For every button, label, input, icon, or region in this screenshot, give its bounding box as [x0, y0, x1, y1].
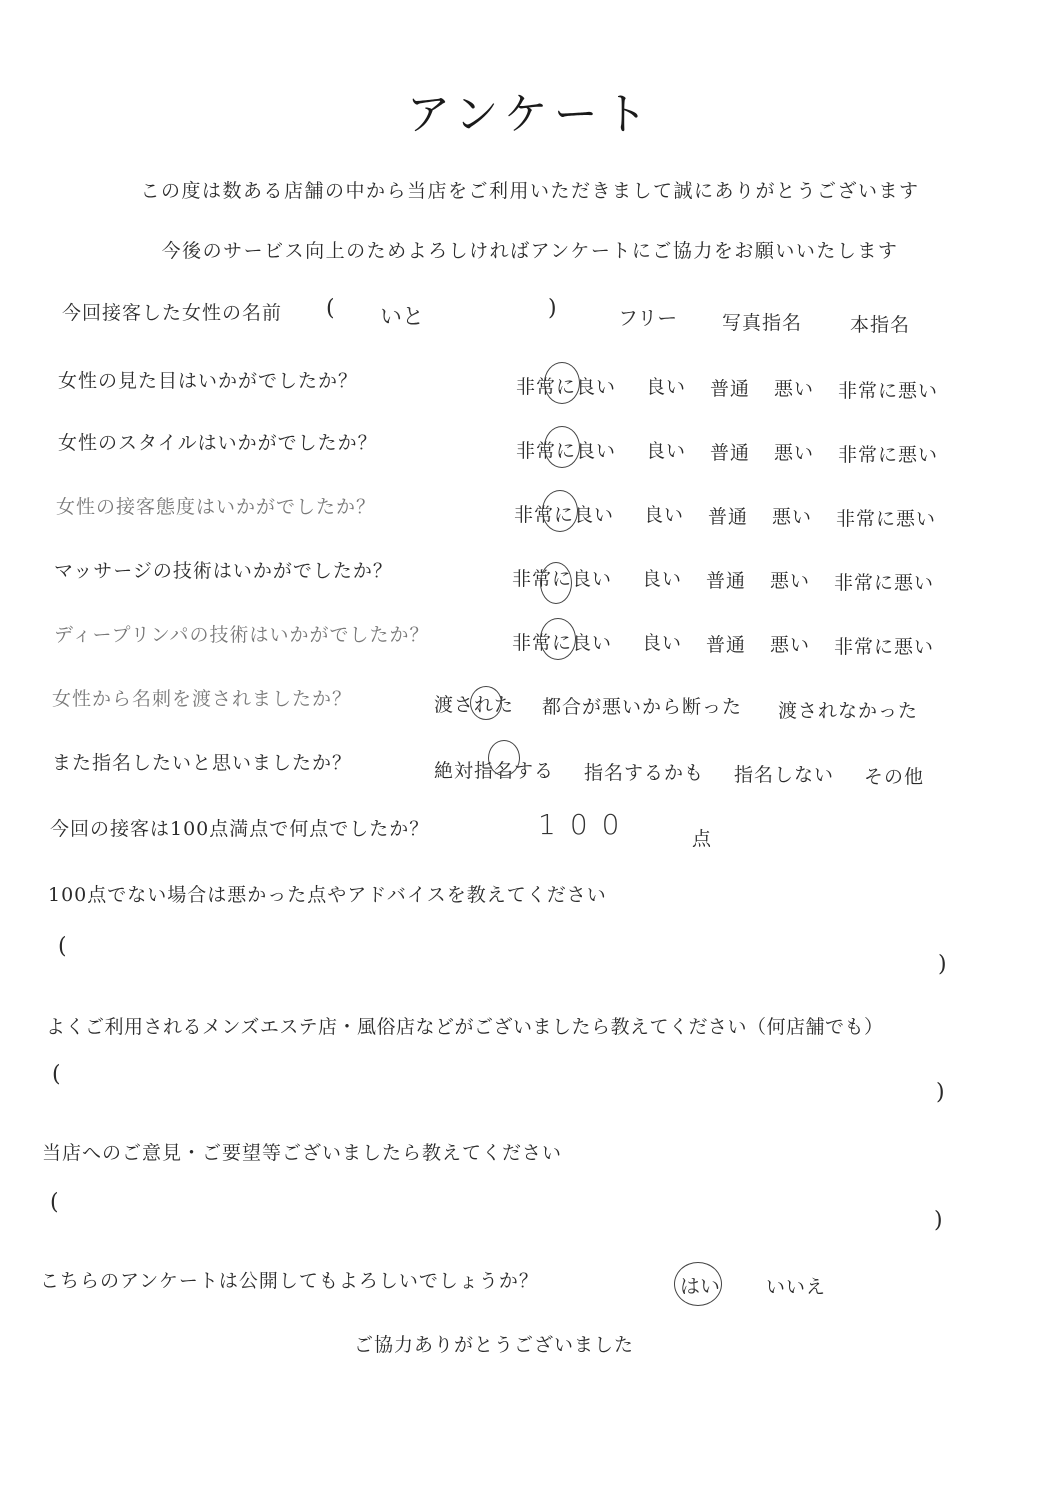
- other-shops-open-paren: (: [52, 1062, 61, 1087]
- name-open-paren: (: [326, 296, 335, 321]
- selection-circle: [544, 362, 580, 404]
- selection-circle: [674, 1262, 722, 1306]
- advice-question-label: 100点でない場合は悪かった点やアドバイスを教えてください: [48, 884, 607, 906]
- selection-circle: [544, 426, 580, 468]
- card-option-received[interactable]: 渡された: [434, 694, 515, 716]
- rating-option-good[interactable]: 良い: [646, 440, 687, 462]
- rating-option-good[interactable]: 良い: [642, 568, 683, 590]
- selection-circle: [540, 618, 576, 660]
- rating-option-average[interactable]: 普通: [708, 506, 749, 528]
- survey-title: アンケート: [406, 89, 654, 140]
- rating-question-label: マッサージの技術はいかがでしたか？: [54, 560, 393, 582]
- advice-close-paren: ): [938, 952, 947, 977]
- name-close-paren: ): [548, 296, 557, 321]
- rating-option-good[interactable]: 良い: [642, 632, 683, 654]
- renominate-option-maybe[interactable]: 指名するかも: [584, 762, 705, 784]
- advice-open-paren: (: [58, 934, 67, 959]
- rating-option-very-good[interactable]: 非常に良い: [514, 504, 615, 526]
- other-shops-question-label: よくご利用されるメンズエステ店・風俗店などがございましたら教えてください（何店舗でも）: [46, 1016, 884, 1038]
- intro-line-1: この度は数ある店舗の中から当店をご利用いただきまして誠にありがとうございます: [140, 180, 920, 202]
- selection-circle: [542, 490, 578, 532]
- rating-option-bad[interactable]: 悪い: [772, 506, 813, 528]
- rating-option-very-good[interactable]: 非常に良い: [512, 568, 613, 590]
- rating-option-average[interactable]: 普通: [710, 378, 751, 400]
- renominate-option-definitely[interactable]: 絶対指名する: [434, 760, 555, 782]
- score-value[interactable]: 100: [538, 808, 634, 841]
- rating-question-label: 女性の見た目はいかがでしたか？: [58, 370, 359, 392]
- rating-option-bad[interactable]: 悪い: [770, 570, 811, 592]
- card-option-not-received[interactable]: 渡されなかった: [778, 700, 919, 722]
- selection-circle: [540, 562, 572, 604]
- publish-option-no[interactable]: いいえ: [766, 1276, 827, 1298]
- rating-option-good[interactable]: 良い: [644, 504, 685, 526]
- rating-option-very-good[interactable]: 非常に良い: [516, 376, 617, 398]
- card-option-declined[interactable]: 都合が悪いから断った: [542, 696, 743, 718]
- selection-circle: [488, 740, 520, 776]
- name-value[interactable]: いと: [380, 305, 425, 330]
- rating-option-average[interactable]: 普通: [706, 570, 747, 592]
- rating-option-very-good[interactable]: 非常に良い: [516, 440, 617, 462]
- publish-option-yes[interactable]: はい: [680, 1274, 720, 1298]
- renominate-option-other[interactable]: その他: [864, 766, 925, 788]
- rating-option-average[interactable]: 普通: [710, 442, 751, 464]
- option-main-nomination[interactable]: 本指名: [850, 314, 911, 336]
- rating-question-label: 女性の接客態度はいかがでしたか？: [56, 496, 377, 518]
- option-photo-nomination[interactable]: 写真指名: [722, 312, 803, 334]
- rating-question-label: ディープリンパの技術はいかがでしたか？: [54, 624, 430, 646]
- rating-option-very-good[interactable]: 非常に良い: [512, 632, 613, 654]
- publish-question-label: こちらのアンケートは公開してもよろしいでしょうか？: [40, 1270, 539, 1292]
- renominate-option-no[interactable]: 指名しない: [734, 764, 835, 786]
- rating-option-very-bad[interactable]: 非常に悪い: [836, 508, 937, 530]
- rating-option-very-bad[interactable]: 非常に悪い: [838, 380, 939, 402]
- rating-option-very-bad[interactable]: 非常に悪い: [834, 572, 935, 594]
- rating-option-very-bad[interactable]: 非常に悪い: [834, 636, 935, 658]
- feedback-close-paren: ): [934, 1208, 943, 1233]
- option-free[interactable]: フリー: [618, 306, 678, 330]
- rating-option-good[interactable]: 良い: [646, 376, 687, 398]
- selection-circle: [470, 686, 502, 720]
- feedback-question-label: 当店へのご意見・ご要望等ございましたら教えてください: [42, 1142, 563, 1164]
- rating-option-average[interactable]: 普通: [706, 634, 747, 656]
- renominate-question-label: また指名したいと思いましたか？: [52, 752, 353, 774]
- score-unit: 点: [692, 828, 713, 850]
- card-question-label: 女性から名刺を渡されましたか？: [52, 688, 353, 710]
- rating-option-very-bad[interactable]: 非常に悪い: [838, 444, 939, 466]
- score-question-label: 今回の接客は100点満点で何点でしたか？: [50, 818, 430, 840]
- feedback-open-paren: (: [50, 1190, 59, 1215]
- rating-question-label: 女性のスタイルはいかがでしたか？: [58, 432, 378, 454]
- name-label: 今回接客した女性の名前: [62, 302, 283, 324]
- other-shops-close-paren: ): [936, 1080, 945, 1105]
- rating-option-bad[interactable]: 悪い: [774, 442, 815, 464]
- rating-option-bad[interactable]: 悪い: [770, 634, 811, 656]
- rating-option-bad[interactable]: 悪い: [774, 378, 815, 400]
- intro-line-2: 今後のサービス向上のためよろしければアンケートにご協力をお願いいたします: [161, 240, 899, 262]
- closing-message: ご協力ありがとうございました: [354, 1334, 635, 1356]
